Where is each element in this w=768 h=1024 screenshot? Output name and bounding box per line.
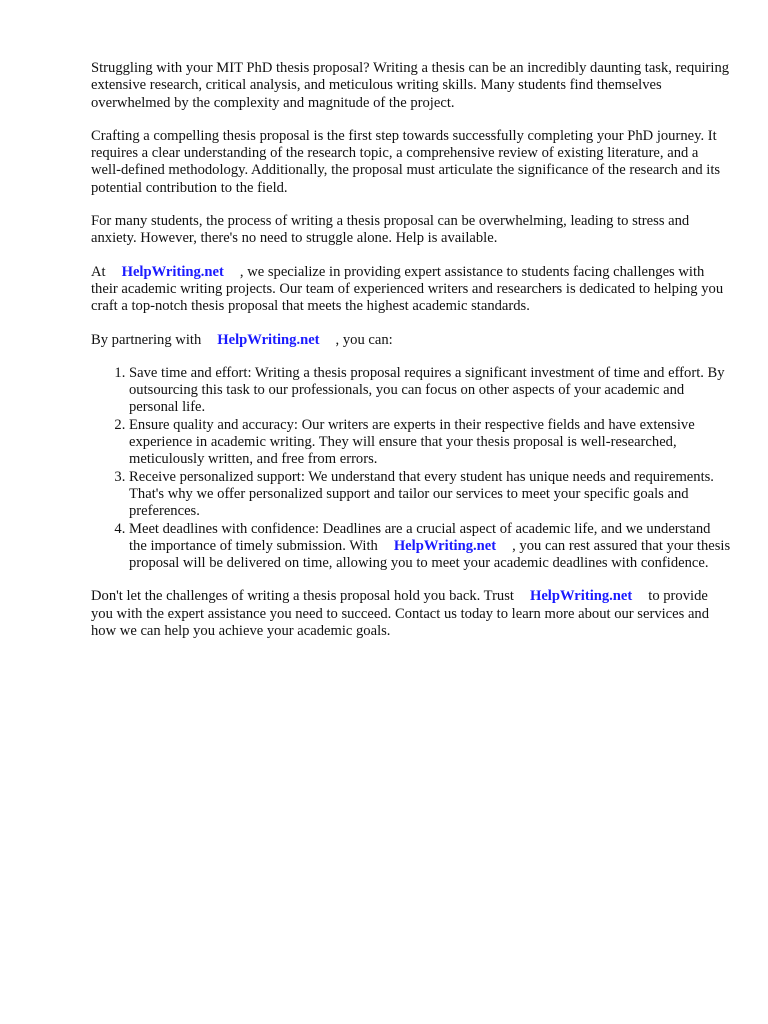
service-paragraph	[91, 264, 731, 316]
closing-paragraph-rest: to provide you with the expert assistance you need to succeed. Contact us today to learn more about our services and how we can help you achieve your academic goals.	[91, 588, 710, 640]
service-paragraph-start: At	[91, 263, 106, 280]
struggle-paragraph: For many students, the process of writing a thesis proposal can be overwhelming, leading to stress and anxiety. However, there's no need to struggle alone. Help is available.	[91, 213, 690, 247]
closing-paragraph	[91, 588, 731, 640]
helpwriting-link[interactable]: HelpWriting.net	[121, 263, 224, 280]
list-item: 1. Save time and effort: Writing a thesis proposal requires a significant investment of time and effort. By outsourcing this task to our professionals, you can focus on other aspects of your academic and personal life.	[129, 365, 731, 417]
benefits-list	[91, 365, 731, 573]
service-paragraph-rest: , we specialize in providing expert assistance to students facing challenges with their academic writing projects. Our team of experienced writers and researchers is dedicated to helping you craft a top-notch thesis proposal that meets the highest academic standards.	[91, 263, 724, 315]
partnering-paragraph-rest: , you can:	[335, 331, 393, 348]
document-page	[91, 60, 731, 656]
closing-paragraph-start: Don't let the challenges of writing a thesis proposal hold you back. Trust	[91, 588, 514, 605]
list-item	[129, 521, 731, 573]
helpwriting-link[interactable]: HelpWriting.net	[529, 588, 633, 605]
list-item-rest: , you can rest assured that your thesis proposal will be delivered on time, allowing you to meet your academic deadlines with confidence.	[129, 537, 731, 572]
list-item-start: Meet deadlines with confidence: Deadlines are a crucial aspect of academic life, and we understand the importance of timely submission. With	[129, 520, 711, 554]
helpwriting-link[interactable]: HelpWriting.net	[217, 331, 320, 348]
list-item: 2. Ensure quality and accuracy: Our writers are experts in their respective fields and have extensive experience in academic writing. They will ensure that your thesis proposal is well-researched, meticulously written, and free from errors.	[129, 417, 731, 469]
partnering-paragraph	[91, 332, 731, 349]
proposal-paragraph: Crafting a compelling thesis proposal is the first step towards successfully completing your PhD journey. It requires a clear understanding of the research topic, a comprehensive review of existing literature, and a well-defined methodology. Additionally, the proposal must articulate the significance of the research and its potential contribution to the field.	[91, 127, 721, 196]
intro-paragraph: Struggling with your MIT PhD thesis proposal? Writing a thesis can be an incredibly daunting task, requiring extensive research, critical analysis, and meticulous writing skills. Many students find themselves overwhelmed by the complexity and magnitude of the project.	[91, 60, 730, 111]
partnering-paragraph-start: By partnering with	[91, 331, 202, 348]
list-item: 3. Receive personalized support: We understand that every student has unique needs and requirements. That's why we offer personalized support and tailor our services to meet your specific goals and preferences.	[129, 469, 731, 521]
helpwriting-link[interactable]: HelpWriting.net	[393, 537, 497, 554]
